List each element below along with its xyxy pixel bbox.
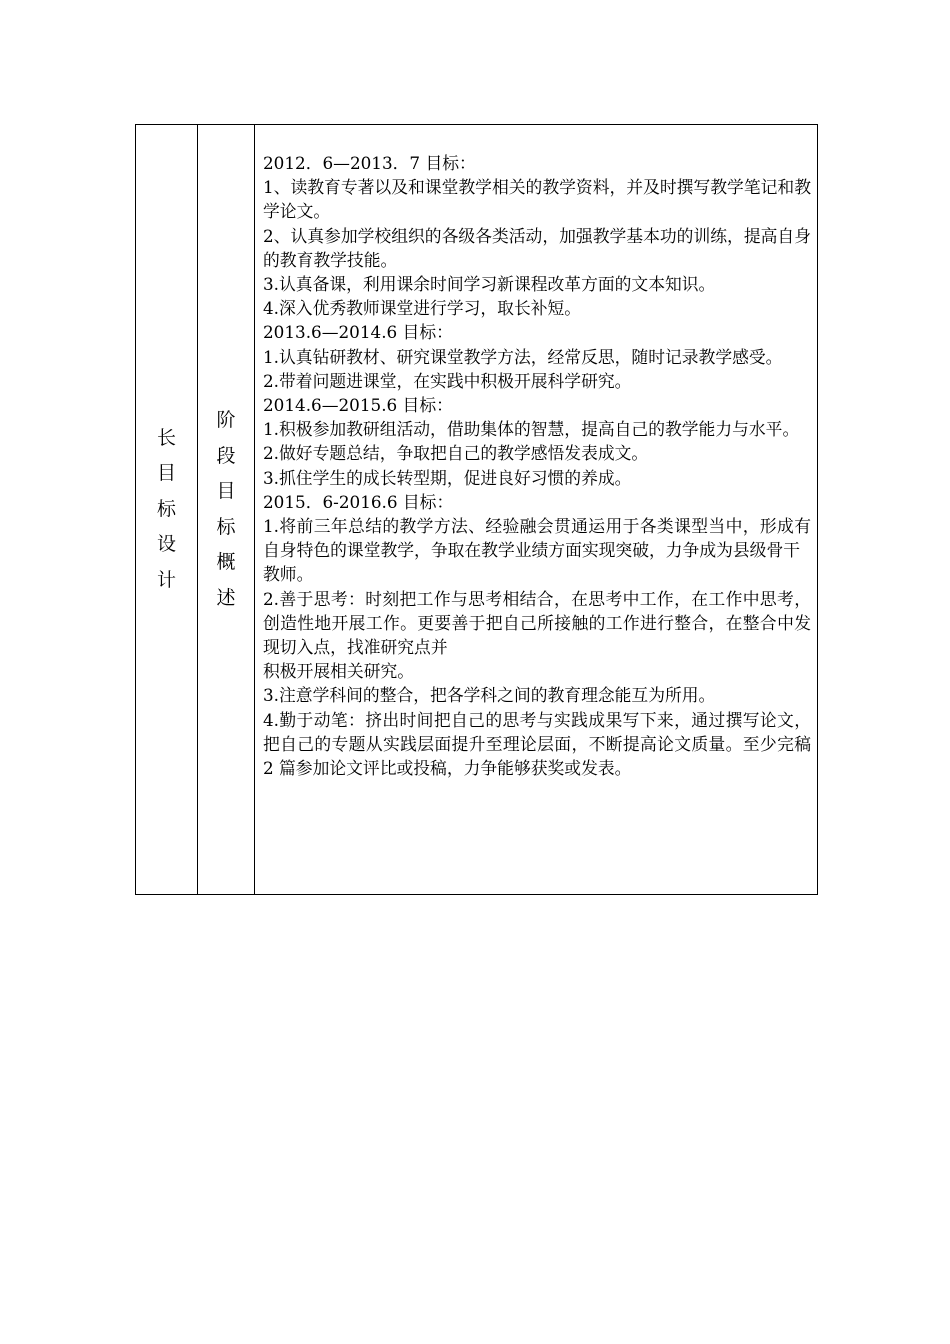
goal-item-continuation: 积极开展相关研究。 (263, 661, 415, 682)
goal-item: 1.将前三年总结的教学方法、经验融会贯通运用于各类课型当中，形成有自身特色的课堂教学，争取在教学业绩方面实现突破，力争成为县级骨干 (263, 516, 811, 561)
goal-item: 1.积极参加教研组活动，借助集体的智慧，提高自己的教学能力与水平。 (263, 419, 800, 440)
goal-item: 2.带着问题进课堂，在实践中积极开展科学研究。 (263, 370, 632, 391)
goal-item: 2.做好专题总结，争取把自己的教学感悟发表成文。 (263, 443, 649, 464)
period-heading: 2012．6—2013．7 目标： (263, 153, 476, 173)
period-heading: 2014.6—2015.6 目标： (263, 395, 453, 416)
goal-item: 2、认真参加学校组织的各级各类活动，加强教学基本功的训练，提高自身的教育教学技能。 (263, 225, 811, 270)
goal-item: 1、读教育专著以及和课堂教学相关的教学资料，并及时撰写教学笔记和教学论文。 (263, 177, 811, 222)
stage-goal-cell (198, 125, 255, 894)
goal-item: 3.注意学科间的整合，把各学科之间的教育理念能互为所用。 (263, 685, 716, 706)
goal-item: 2.善于思考：时刻把工作与思考相结合，在思考中工作，在工作中思考，创造性地开展工作。更要善于把自己所接触的工作进行整合，在整合中发现切入点，找准研究点并 (263, 588, 811, 658)
stage-goal-label: 阶段目标概述 (216, 409, 236, 609)
goal-item-continuation: 教师。 (263, 564, 314, 585)
goal-content (255, 125, 817, 894)
goal-table (135, 124, 818, 895)
goal-item: 4.勤于动笔：挤出时间把自己的思考与实践成果写下来，通过撰写论文，把自己的专题从实践层面提升至理论层面，不断提高论文质量。至少完稿 2 篇参加论文评比或投稿，力争能够获奖或发表。 (263, 709, 811, 779)
goal-item: 3.认真备课，利用课余时间学习新课程改革方面的文本知识。 (263, 274, 716, 295)
period-heading: 2013.6—2014.6 目标： (263, 322, 453, 343)
goal-item: 3.抓住学生的成长转型期，促进良好习惯的养成。 (263, 467, 632, 488)
period-heading: 2015．6-2016.6 目标： (263, 491, 454, 512)
long-term-goal-label: 长目标设计 (156, 426, 176, 591)
long-term-goal-cell (136, 125, 198, 894)
goal-item: 4.深入优秀教师课堂进行学习，取长补短。 (263, 298, 582, 319)
goal-item: 1.认真钻研教材、研究课堂教学方法，经常反思，随时记录教学感受。 (263, 346, 783, 367)
